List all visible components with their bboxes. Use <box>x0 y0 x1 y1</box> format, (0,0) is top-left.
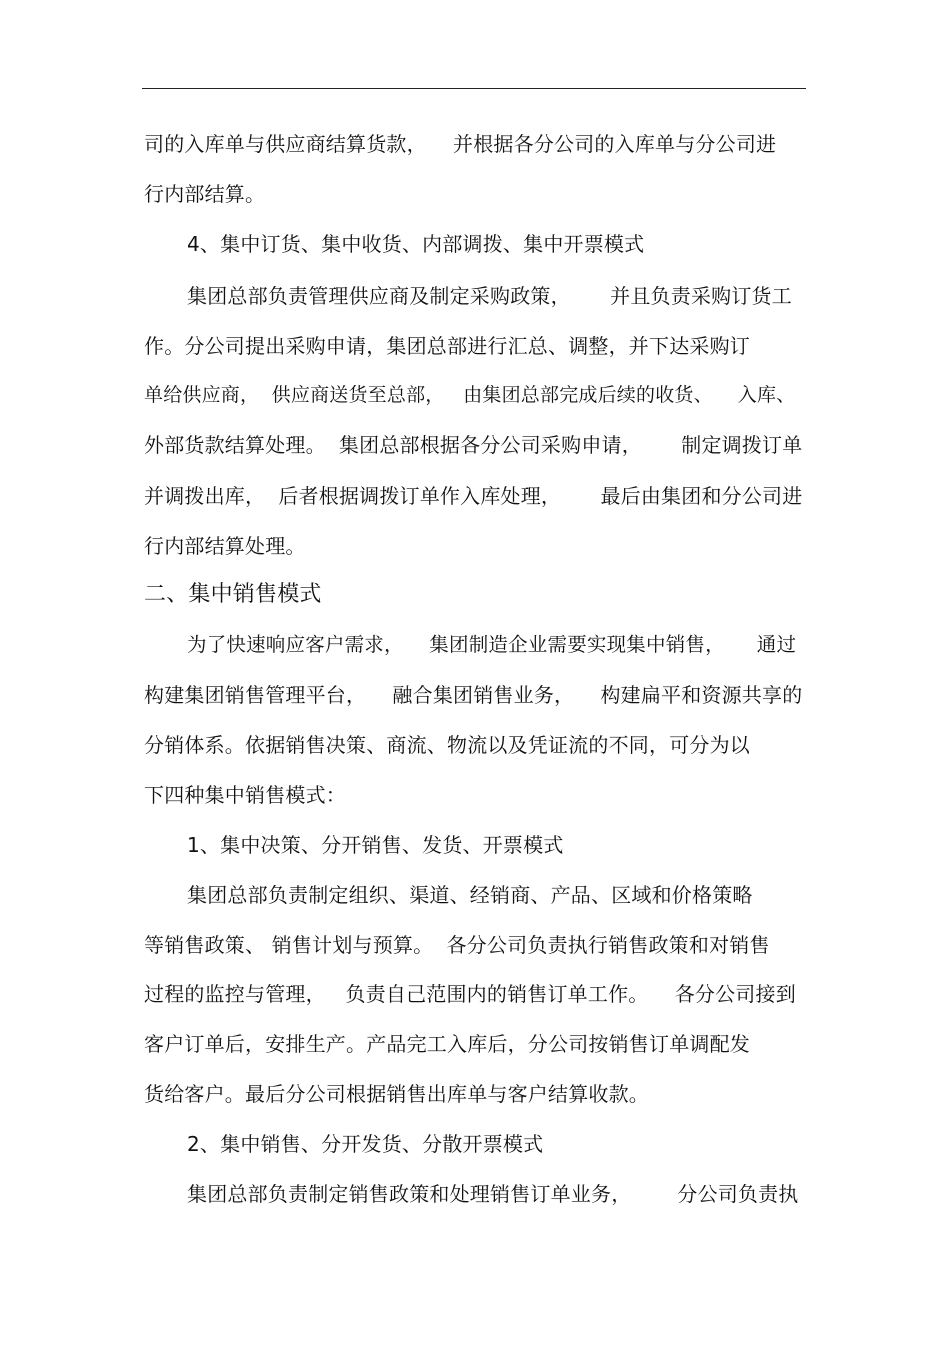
text-line: 客户订单后，安排生产。产品完工入库后，分公司按销售订单调配发 <box>144 1032 750 1056</box>
section-subheading: 1、集中决策、分开销售、发货、开票模式 <box>187 833 564 857</box>
text-line: 行内部结算。 <box>144 182 266 206</box>
section-heading: 二、集中销售模式 <box>144 582 322 607</box>
text-line: 货给客户。最后分公司根据销售出库单与客户结算收款。 <box>144 1082 649 1106</box>
text-line: 并调拨出库， 后者根据调拨订单作入库处理， 最后由集团和分公司进 <box>144 484 803 508</box>
section-subheading: 4、集中订货、集中收货、内部调拨、集中开票模式 <box>187 232 645 256</box>
text-line: 等销售政策、 销售计划与预算。 各分公司负责执行销售政策和对销售 <box>144 933 770 957</box>
header-rule <box>142 88 806 89</box>
text-line: 集团总部负责管理供应商及制定采购政策， 并且负责采购订货工 <box>187 284 792 308</box>
text-line: 单给供应商， 供应商送货至总部， 由集团总部完成后续的收货、 入库、 <box>144 384 796 406</box>
text-line: 司的入库单与供应商结算货款， 并根据各分公司的入库单与分公司进 <box>144 132 777 156</box>
text-line: 构建集团销售管理平台， 融合集团销售业务， 构建扁平和资源共享的 <box>144 683 803 707</box>
text-line: 外部货款结算处理。 集团总部根据各分公司采购申请， 制定调拨订单 <box>144 433 803 457</box>
text-line: 行内部结算处理。 <box>144 534 306 558</box>
text-line: 过程的监控与管理， 负责自己范围内的销售订单工作。 各分公司接到 <box>144 982 796 1006</box>
text-line: 作。分公司提出采购申请，集团总部进行汇总、调整，并下达采购订 <box>144 334 750 358</box>
section-subheading: 2、集中销售、分开发货、分散开票模式 <box>187 1132 544 1156</box>
text-line: 下四种集中销售模式： <box>144 783 346 807</box>
text-line: 集团总部负责制定组织、渠道、经销商、产品、区域和价格策略 <box>187 883 753 907</box>
text-line: 分销体系。依据销售决策、商流、物流以及凭证流的不同，可分为以 <box>144 733 750 757</box>
text-line: 为了快速响应客户需求， 集团制造企业需要实现集中销售， 通过 <box>187 633 797 656</box>
text-line: 集团总部负责制定销售政策和处理销售订单业务， 分公司负责执 <box>187 1182 799 1206</box>
